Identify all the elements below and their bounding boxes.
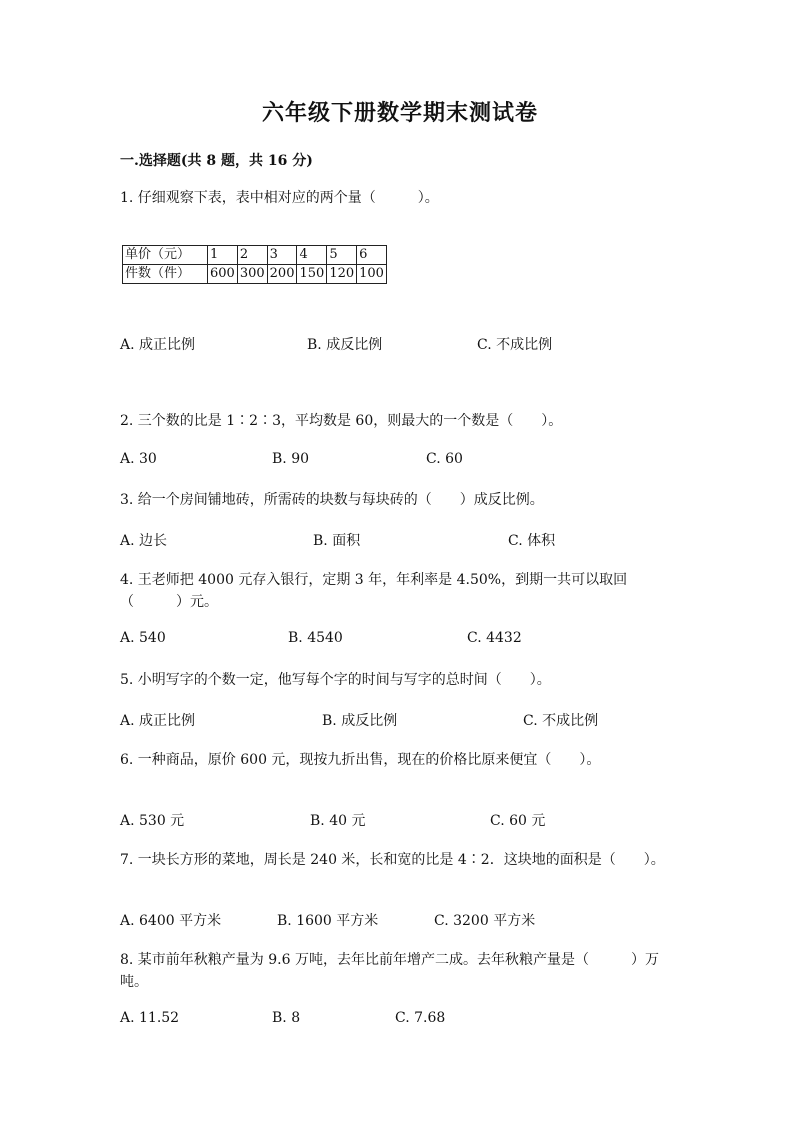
table-row: [123, 246, 387, 265]
question-7-text: 7. 一块长方形的菜地，周长是 240 米，长和宽的比是 4∶2．这块地的面积是（ ）。: [120, 852, 665, 868]
option-c[interactable]: C. 7.68: [395, 1010, 446, 1026]
option-b[interactable]: B. 成反比例: [307, 337, 383, 353]
table-cell: 4: [297, 246, 327, 265]
table-cell: 120: [327, 265, 357, 284]
question-4-text: 4. 王老师把 4000 元存入银行，定期 3 年，年利率是 4.50%，到期一共可以取回（ ）元。: [120, 572, 628, 610]
option-c[interactable]: C. 4432: [467, 630, 522, 646]
option-a[interactable]: A. 11.52: [120, 1010, 180, 1026]
option-c[interactable]: C. 60 元: [490, 813, 546, 829]
table-cell: 600: [208, 265, 238, 284]
option-b[interactable]: B. 8: [272, 1010, 301, 1026]
question-6-options: [120, 810, 680, 830]
option-a[interactable]: A. 530 元: [120, 813, 185, 829]
table-cell: 5: [327, 246, 357, 265]
option-a[interactable]: A. 6400 平方米: [120, 913, 222, 929]
table-cell: 150: [297, 265, 327, 284]
option-c[interactable]: C. 不成比例: [477, 337, 553, 353]
option-b[interactable]: B. 成反比例: [322, 713, 398, 729]
question-1-text: 1. 仔细观察下表，表中相对应的两个量（ ）。: [120, 190, 439, 206]
table-cell: 300: [237, 265, 267, 284]
question-2-text: 2. 三个数的比是 1∶2∶3，平均数是 60，则最大的一个数是（ ）。: [120, 413, 563, 429]
option-a[interactable]: A. 边长: [120, 533, 168, 549]
table-cell: 6: [357, 246, 387, 265]
table-cell: 件数（件）: [123, 265, 208, 284]
option-b[interactable]: B. 1600 平方米: [277, 913, 379, 929]
section-heading: 一.选择题(共 8 题，共 16 分): [120, 153, 313, 169]
option-c[interactable]: C. 体积: [508, 533, 556, 549]
question-3-text: 3. 给一个房间铺地砖，所需砖的块数与每块砖的（ ）成反比例。: [120, 492, 544, 508]
option-a[interactable]: A. 540: [120, 630, 166, 646]
option-a[interactable]: A. 成正比例: [120, 337, 196, 353]
question-4-options: [120, 630, 680, 650]
question-5-text: 5. 小明写字的个数一定，他写每个字的时间与写字的总时间（ ）。: [120, 672, 551, 688]
question-3-options: [120, 530, 680, 550]
option-a[interactable]: A. 30: [120, 451, 157, 467]
question-1-options: [120, 334, 680, 354]
option-b[interactable]: B. 面积: [313, 533, 361, 549]
table-cell: 单价（元）: [123, 246, 208, 265]
table-row: [123, 265, 387, 284]
table-cell: 200: [267, 265, 297, 284]
option-b[interactable]: B. 4540: [288, 630, 343, 646]
question-5-options: [120, 710, 680, 730]
table-cell: 3: [267, 246, 297, 265]
option-c[interactable]: C. 不成比例: [523, 713, 599, 729]
question-7-options: [120, 910, 680, 930]
option-a[interactable]: A. 成正比例: [120, 713, 196, 729]
price-quantity-table: [122, 245, 387, 284]
question-6-text: 6. 一种商品，原价 600 元，现按九折出售，现在的价格比原来便宜（ ）。: [120, 752, 601, 768]
option-b[interactable]: B. 40 元: [310, 813, 366, 829]
option-b[interactable]: B. 90: [272, 451, 310, 467]
page-title: 六年级下册数学期末测试卷: [261, 100, 538, 126]
question-8-options: [120, 1010, 680, 1030]
option-c[interactable]: C. 3200 平方米: [434, 913, 536, 929]
option-c[interactable]: C. 60: [426, 451, 463, 467]
table-cell: 1: [208, 246, 238, 265]
table-cell: 2: [237, 246, 267, 265]
question-8-text: 8. 某市前年秋粮产量为 9.6 万吨，去年比前年增产二成。去年秋粮产量是（ ）万吨。: [120, 952, 659, 990]
question-2-options: [120, 451, 680, 471]
table-cell: 100: [357, 265, 387, 284]
